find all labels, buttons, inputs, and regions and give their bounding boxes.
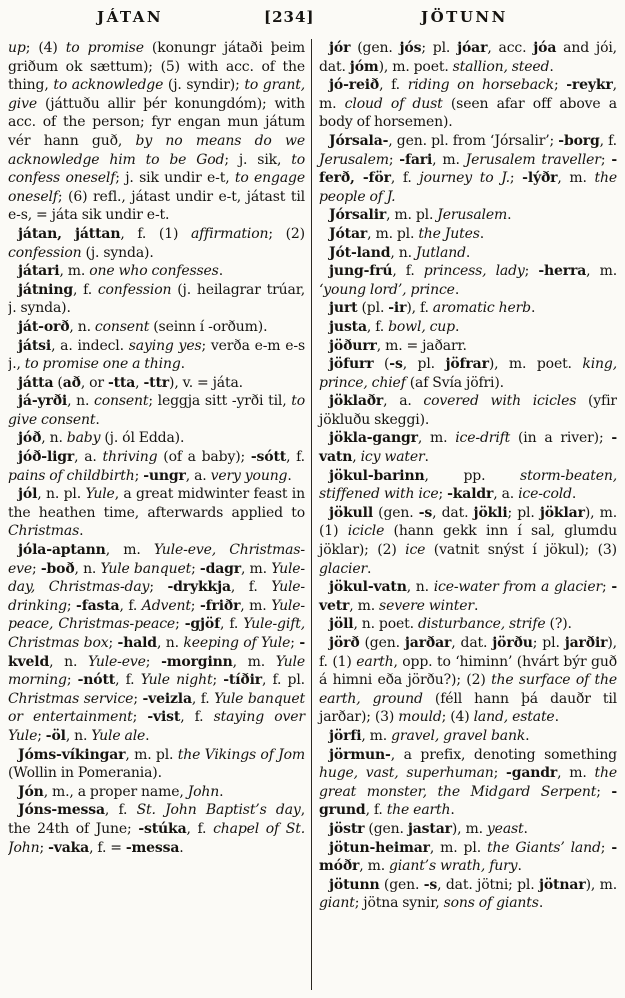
dictionary-entry: jór (gen. jós; pl. jóar, acc. jóa and jói, dat. jóm), m. poet. stallion, steed. <box>319 40 617 75</box>
text-block <box>8 39 617 990</box>
dictionary-entry: játsi, a. indecl. saying yes; verða e-m e-s j., to promise one a thing. <box>8 337 305 373</box>
dictionary-entry: Jón, m., a proper name, John. <box>18 783 224 800</box>
dictionary-entry: jöstr (gen. jastar), m. yeast. <box>329 820 528 837</box>
dictionary-entry: jökull (gen. -s, dat. jökli; pl. jöklar), m. (1) icicle (hann gekk inn í sal, glumdu jöklar); (2) ice (vatnit snýst í jökul); (3) glacier. <box>319 504 617 577</box>
page-number: [234] <box>264 8 315 26</box>
dictionary-entry: jörmun-, a prefix, denoting something huge, vast, superhuman; -gandr, m. the great monster, the Midgard Serpent; -grund, f. the earth. <box>319 746 617 819</box>
dictionary-entry: Jórsalir, m. pl. Jerusalem. <box>329 207 512 224</box>
dictionary-entry: Jóms-víkingar, m. pl. the Vikings of Jom (Wollin in Pomerania). <box>8 746 305 782</box>
dictionary-entry: ját-orð, n. consent (seinn í -orðum). <box>18 318 268 335</box>
guide-word-right: JÖTUNN <box>421 8 508 26</box>
dictionary-entry: jötunn (gen. -s, dat. jötni; pl. jötnar), m. giant; jötna synir, sons of giants. <box>319 876 617 912</box>
dictionary-entry: jörð (gen. jarðar, dat. jörðu; pl. jarðir), f. (1) earth, opp. to ‘himinn’ (hvárt býr guð á himni eða jörðu?); (2) the surface of the earth, ground (féll hann þá dauðr til jarðar); (3) mould; (4) land, estate. <box>319 635 617 726</box>
dictionary-entry: Jóns-messa, f. St. John Baptist’s day, the 24th of June; -stúka, f. chapel of St. John; -vaka, f. = -messa. <box>8 802 306 856</box>
dictionary-entry: jöfurr (-s, pl. jöfrar), m. poet. king, prince, chief (af Svía jöfri). <box>319 356 617 391</box>
dictionary-entry: jöklaðr, a. covered with icicles (yfir jökluðu skeggi). <box>319 393 617 428</box>
dictionary-entry: jung-frú, f. princess, lady; -herra, m. ‘young lord’, prince. <box>319 263 617 298</box>
dictionary-entry: já-yrði, n. consent; leggja sitt -yrði til, to give consent. <box>8 393 306 428</box>
dictionary-entry: jóla-aptann, m. Yule-eve, Christmas-eve; -boð, n. Yule banquet; -dagr, m. Yule-day, Christmas-day; -drykkja, f. Yule-drinking; -fasta, f. Advent; -friðr, m. Yule-peace, Christmas-peace; -gjöf, f. Yule-gift, Christmas box; -hald, n. keeping of Yule; -kveld, n. Yule-eve; -morginn, m. Yule morning; -nótt, f. Yule night; -tíðir, f. pl. Christmas service; -veizla, f. Yule banquet or entertainment; -vist, f. staying over Yule; -öl, n. Yule ale. <box>8 542 306 744</box>
dictionary-entry: jól, n. pl. Yule, a great midwinter feast in the heathen time, afterwards applied to Christmas. <box>8 486 305 540</box>
dictionary-entry: jöll, n. poet. disturbance, strife (?). <box>329 616 572 633</box>
dictionary-entry: Jótar, m. pl. the Jutes. <box>329 225 485 242</box>
dictionary-entry: jökul-vatn, n. ice-water from a glacier; -vetr, m. severe winter. <box>319 579 617 614</box>
dictionary-entry: játta (að, or -tta, -ttr), v. = játa. <box>18 374 243 391</box>
dictionary-entry: jökul-barinn, pp. storm-beaten, stiffened with ice; -kaldr, a. ice-cold. <box>319 467 617 503</box>
dictionary-entry: játari, m. one who confesses. <box>18 263 224 280</box>
guide-word-left: JÁTAN <box>97 8 164 26</box>
dictionary-entry: justa, f. bowl, cup. <box>329 318 460 335</box>
column-right <box>311 39 617 990</box>
dictionary-entry: játning, f. confession (j. heilagrar trúar, j. synda). <box>8 281 305 317</box>
dictionary-entry: jurt (pl. -ir), f. aromatic herb. <box>329 300 536 317</box>
dictionary-entry: játan, játtan, f. (1) affirmation; (2) confession (j. synda). <box>8 225 305 261</box>
dictionary-entry: Jót-land, n. Jutland. <box>329 244 471 261</box>
dictionary-entry: jóð-ligr, a. thriving (of a baby); -sótt, f. pains of childbirth; -ungr, a. very young. <box>8 449 305 484</box>
running-header <box>0 6 625 34</box>
entry-continuation: up; (4) to promise (konungr játaði þeim griðum ok sættum); (5) with acc. of the thing, to acknowledge (j. syndir); to grant, give (játtuðu allir þér konungdóm); with acc. of the person; fyr engan mun játum vér hann guð, by no means do we acknowledge him to be God; j. sik, to confess oneself; j. sik undir e-t, to engage oneself; (6) refl., játast undir e-t, játast til e-s, = játa sik undir e-t. <box>8 40 306 224</box>
dictionary-entry: jökla-gangr, m. ice-drift (in a river); -vatn, icy water. <box>319 430 617 466</box>
dictionary-entry: jötun-heimar, m. pl. the Giants’ land; -móðr, m. giant’s wrath, fury. <box>319 839 617 875</box>
dictionary-entry: Jórsala-, gen. pl. from ‘Jórsalir’; -borg, f. Jerusalem; -fari, m. Jerusalem traveller; -ferð, -för, f. journey to J.; -lýðr, m. the people of J. <box>319 132 617 205</box>
dictionary-entry: jó-reið, f. riding on horseback; -reykr, m. cloud of dust (seen afar off above a body of horsemen). <box>319 77 617 131</box>
dictionary-entry: jóð, n. baby (j. ól Edda). <box>18 430 185 447</box>
dictionary-entry: jöðurr, m. = jaðarr. <box>329 337 467 354</box>
column-left <box>8 39 311 990</box>
dictionary-entry: jörfi, m. gravel, gravel bank. <box>329 727 530 744</box>
